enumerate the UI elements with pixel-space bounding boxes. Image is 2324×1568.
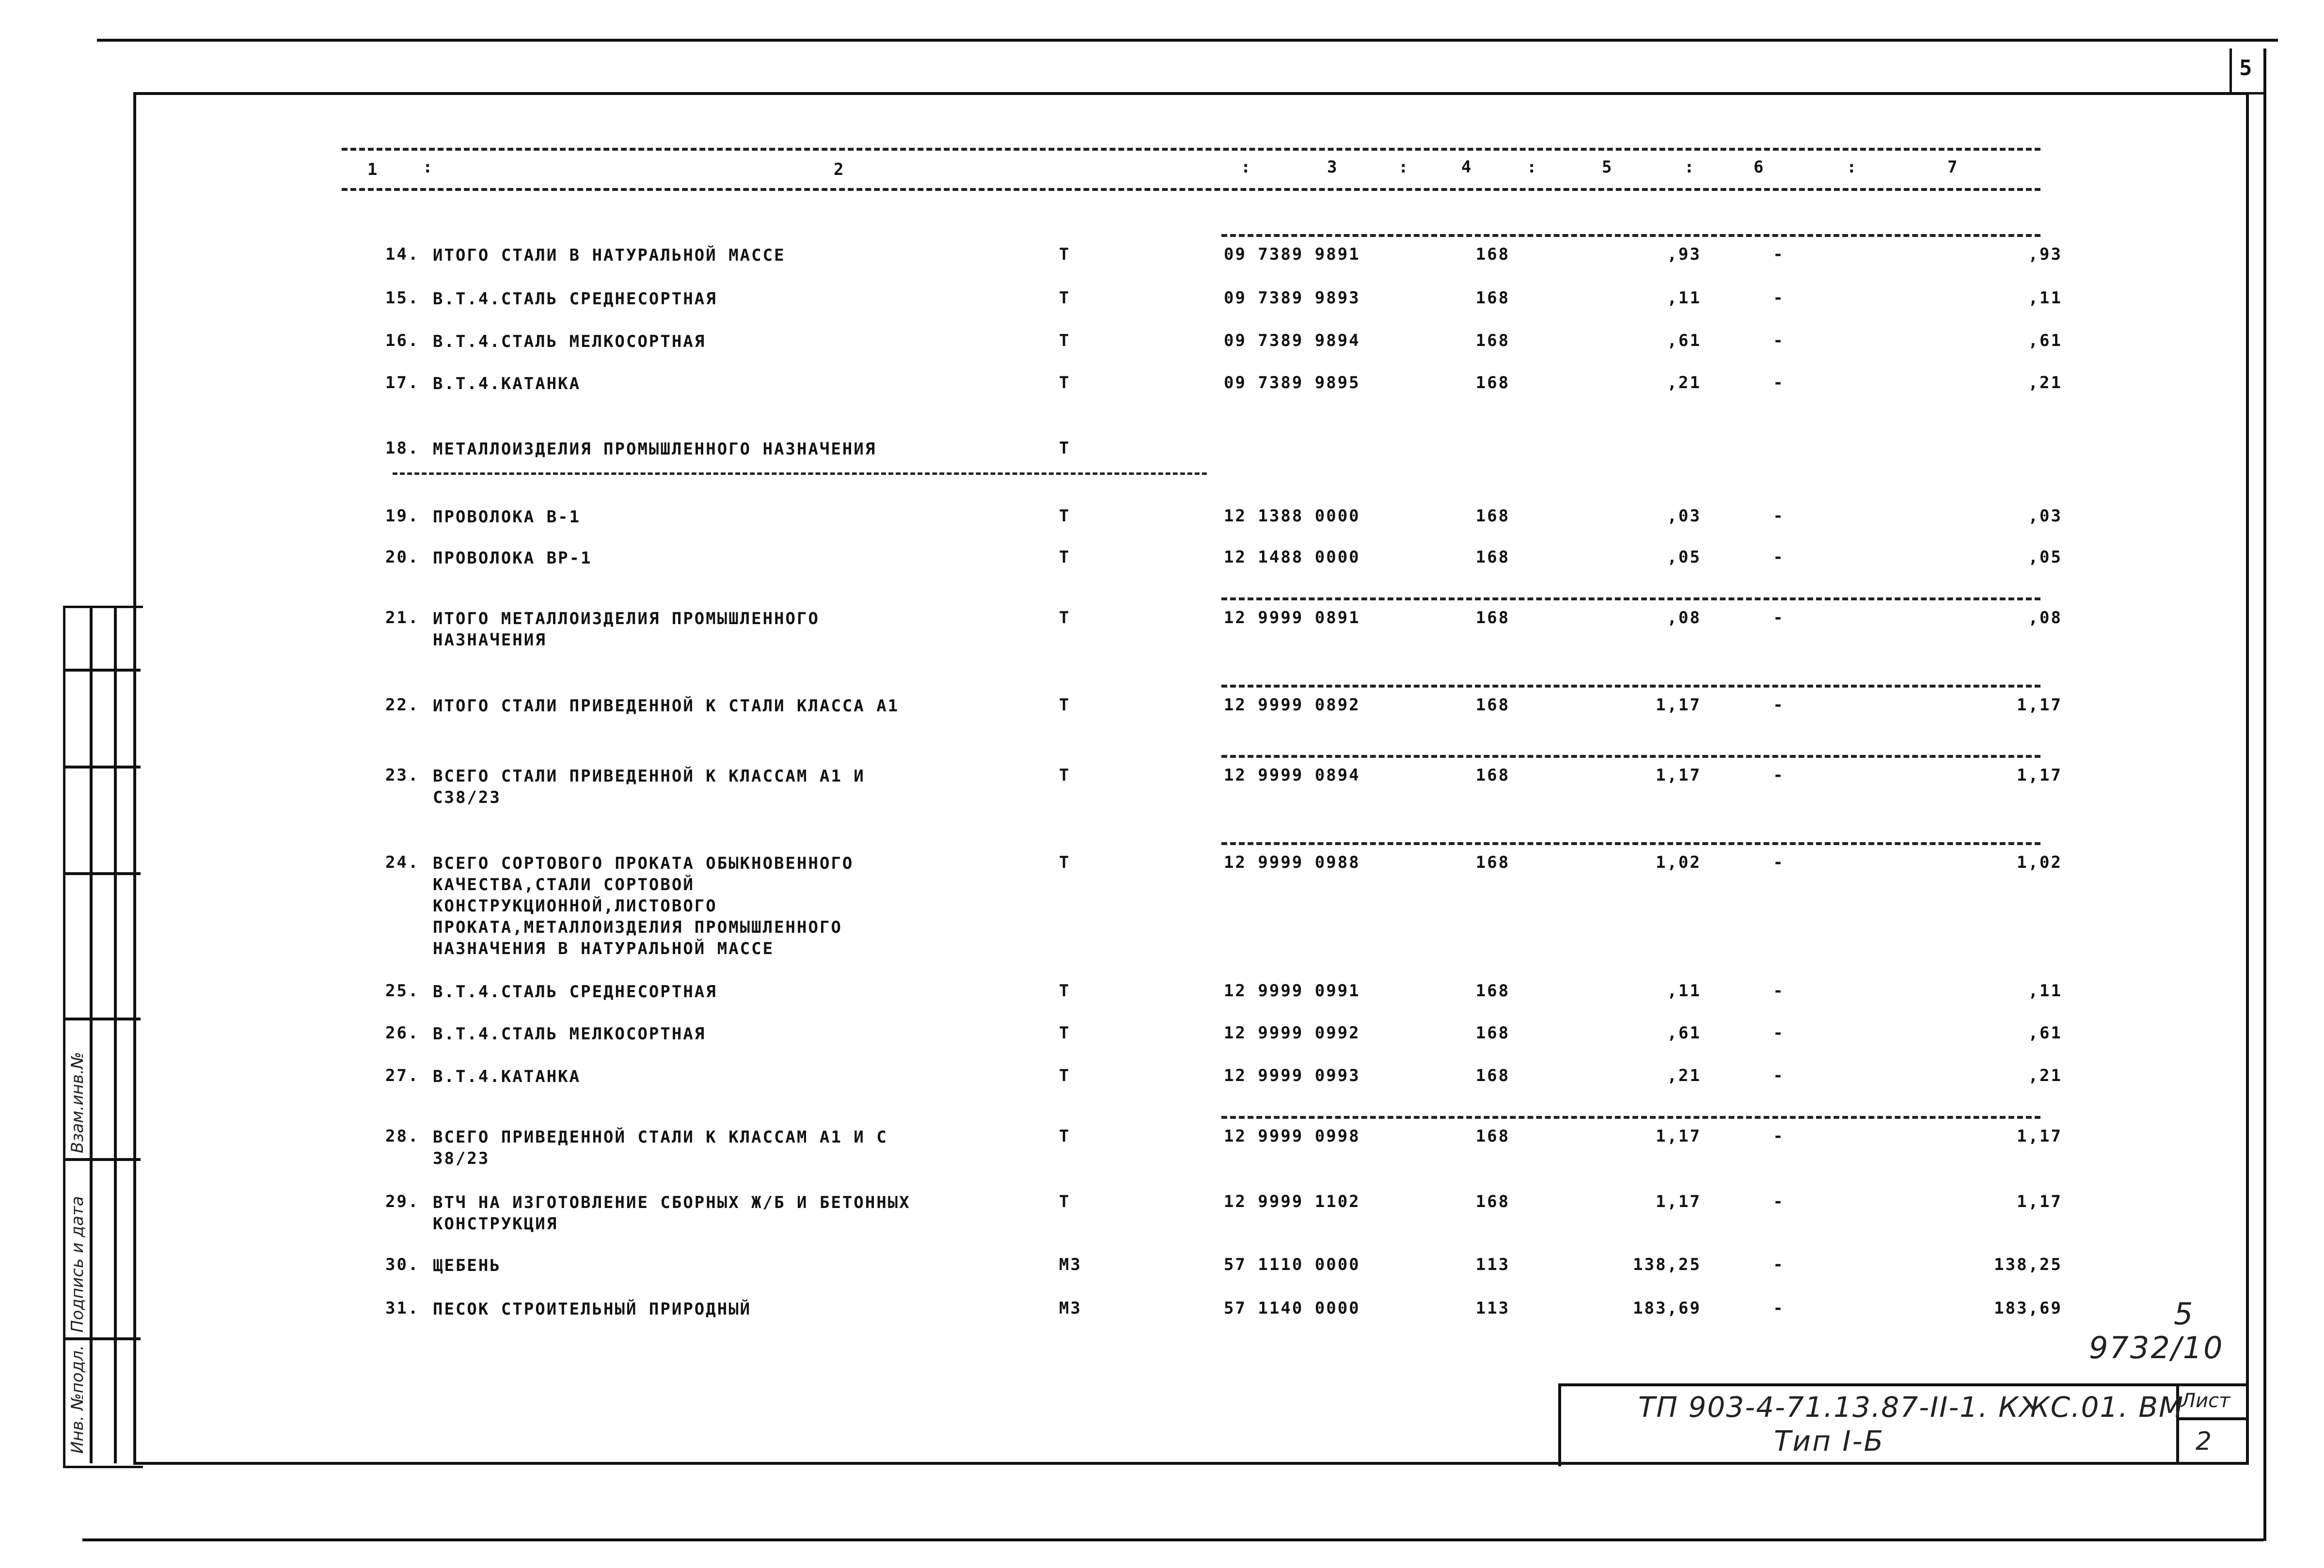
binding-row-line-5 bbox=[63, 1158, 141, 1161]
row-22-col-5: 1,17 bbox=[1656, 695, 1701, 715]
row-30-name: ЩЕБЕНЬ bbox=[433, 1256, 501, 1275]
document-type: Тип I-Б bbox=[1774, 1425, 1885, 1458]
col-header-2: 2 bbox=[834, 160, 845, 179]
row-17-name: В.Т.4.КАТАНКА bbox=[433, 374, 581, 393]
side-label-inv-podl: Инв. №подл. bbox=[68, 1345, 87, 1454]
row-15-col-5: ,11 bbox=[1667, 288, 1701, 308]
row-17-col-6: - bbox=[1773, 373, 1785, 392]
row-21-code: 12 9999 0891 bbox=[1224, 608, 1360, 627]
row-separator-dash bbox=[1221, 685, 2040, 688]
header-bottom-dash bbox=[342, 188, 2040, 191]
row-19-col-4: 168 bbox=[1475, 506, 1510, 526]
row-29-name: ВТЧ НА ИЗГОТОВЛЕНИЕ СБОРНЫХ Ж/Б И БЕТОННЫХ КОНСТРУКЦИЯ bbox=[433, 1193, 911, 1234]
row-20-name: ПРОВОЛОКА ВР-1 bbox=[433, 549, 592, 568]
row-24-name: ВСЕГО СОРТОВОГО ПРОКАТА ОБЫКНОВЕННОГО КАЧЕСТВА,СТАЛИ СОРТОВОЙ КОНСТРУКЦИОННОЙ,ЛИСТОВОГО ПРОКАТА,МЕТАЛЛОИЗДЕЛИЯ ПРОМЫШЛЕННОГО НАЗНАЧЕНИЯ В НАТУРАЛЬНОЙ МАССЕ bbox=[433, 854, 854, 958]
row-26-code: 12 9999 0992 bbox=[1224, 1023, 1360, 1043]
row-16-col-6: - bbox=[1773, 331, 1785, 350]
row-14-name: ИТОГО СТАЛИ В НАТУРАЛЬНОЙ МАССЕ bbox=[433, 246, 786, 265]
row-30-col-4: 113 bbox=[1475, 1255, 1510, 1274]
col-sep-5: : bbox=[1684, 157, 1696, 177]
sheet-number: 2 bbox=[2196, 1427, 2213, 1456]
row-27-col-7: ,21 bbox=[2028, 1066, 2062, 1085]
handwritten-number: 5 bbox=[2174, 1296, 2195, 1332]
frame-right-line bbox=[2246, 92, 2249, 1463]
row-24-col-7: 1,02 bbox=[2017, 853, 2062, 872]
col-header-3: 3 bbox=[1327, 157, 1339, 177]
row-16-name: В.Т.4.СТАЛЬ МЕЛКОСОРТНАЯ bbox=[433, 332, 706, 351]
col-header-7: 7 bbox=[1947, 157, 1959, 177]
row-30-col-7: 138,25 bbox=[1994, 1255, 2062, 1274]
row-29-col-4: 168 bbox=[1475, 1192, 1510, 1211]
row-19-code: 12 1388 0000 bbox=[1224, 506, 1360, 526]
sheet-box-divider bbox=[2176, 1417, 2246, 1420]
row-17-unit: Т bbox=[1059, 373, 1071, 392]
row-16-code: 09 7389 9894 bbox=[1224, 331, 1360, 350]
binding-strip-divider-1 bbox=[90, 606, 93, 1463]
row-16-col-4: 168 bbox=[1475, 331, 1510, 350]
row-23-col-7: 1,17 bbox=[2017, 766, 2062, 785]
row-25-col-6: - bbox=[1773, 981, 1785, 1001]
row-22-number: 22. bbox=[385, 695, 420, 715]
row-21-col-5: ,08 bbox=[1667, 608, 1701, 627]
col-header-4: 4 bbox=[1461, 157, 1473, 177]
row-28-code: 12 9999 0998 bbox=[1224, 1127, 1360, 1146]
col-sep-1: : bbox=[423, 157, 434, 177]
row-17-code: 09 7389 9895 bbox=[1224, 373, 1360, 392]
row-25-col-4: 168 bbox=[1475, 981, 1510, 1001]
row-19-col-5: ,03 bbox=[1667, 506, 1701, 526]
row-18-unit: Т bbox=[1059, 439, 1071, 458]
row-28-unit: Т bbox=[1059, 1127, 1071, 1146]
col-header-5: 5 bbox=[1602, 157, 1613, 177]
row-23-col-6: - bbox=[1773, 766, 1785, 785]
row-20-col-5: ,05 bbox=[1667, 548, 1701, 567]
row-15-unit: Т bbox=[1059, 288, 1071, 308]
row-26-col-6: - bbox=[1773, 1023, 1785, 1043]
row-31-name: ПЕСОК СТРОИТЕЛЬНЫЙ ПРИРОДНЫЙ bbox=[433, 1300, 752, 1319]
row-28-col-6: - bbox=[1773, 1127, 1785, 1146]
row-27-unit: Т bbox=[1059, 1066, 1071, 1085]
row-separator-dash bbox=[1221, 597, 2040, 600]
row-20-code: 12 1488 0000 bbox=[1224, 548, 1360, 567]
section-underline-dash bbox=[393, 472, 1207, 475]
row-16-number: 16. bbox=[385, 331, 420, 350]
row-19-number: 19. bbox=[385, 506, 420, 526]
row-30-col-6: - bbox=[1773, 1255, 1785, 1274]
row-23-col-4: 168 bbox=[1475, 766, 1510, 785]
row-30-code: 57 1110 0000 bbox=[1224, 1255, 1360, 1274]
handwritten-index: 9732/10 bbox=[2089, 1330, 2224, 1365]
row-14-unit: Т bbox=[1059, 245, 1071, 264]
frame-top-line bbox=[133, 92, 2249, 95]
row-27-number: 27. bbox=[385, 1066, 420, 1085]
row-29-col-6: - bbox=[1773, 1192, 1785, 1211]
row-22-col-6: - bbox=[1773, 695, 1785, 715]
row-17-col-4: 168 bbox=[1475, 373, 1510, 392]
col-sep-2: : bbox=[1241, 157, 1252, 177]
row-22-name: ИТОГО СТАЛИ ПРИВЕДЕННОЙ К СТАЛИ КЛАССА А1 bbox=[433, 696, 900, 716]
row-23-number: 23. bbox=[385, 766, 420, 785]
row-25-col-5: ,11 bbox=[1667, 981, 1701, 1001]
page-number: 5 bbox=[2239, 56, 2254, 80]
row-31-unit: М3 bbox=[1059, 1299, 1082, 1318]
row-19-unit: Т bbox=[1059, 506, 1071, 526]
binding-row-line-3 bbox=[63, 872, 141, 875]
row-19-name: ПРОВОЛОКА В-1 bbox=[433, 507, 581, 527]
row-15-col-7: ,11 bbox=[2028, 288, 2062, 308]
row-28-col-4: 168 bbox=[1475, 1127, 1510, 1146]
row-15-name: В.Т.4.СТАЛЬ СРЕДНЕСОРТНАЯ bbox=[433, 289, 717, 309]
row-26-col-4: 168 bbox=[1475, 1023, 1510, 1043]
row-15-code: 09 7389 9893 bbox=[1224, 288, 1360, 308]
row-21-col-6: - bbox=[1773, 608, 1785, 627]
row-25-number: 25. bbox=[385, 981, 420, 1001]
row-24-number: 24. bbox=[385, 853, 420, 872]
row-14-col-4: 168 bbox=[1475, 245, 1510, 264]
row-26-number: 26. bbox=[385, 1023, 420, 1043]
binding-row-line-1 bbox=[63, 669, 141, 672]
row-30-col-5: 138,25 bbox=[1633, 1255, 1701, 1274]
row-21-number: 21. bbox=[385, 608, 420, 627]
row-27-code: 12 9999 0993 bbox=[1224, 1066, 1360, 1085]
row-25-code: 12 9999 0991 bbox=[1224, 981, 1360, 1001]
row-21-name: ИТОГО МЕТАЛЛОИЗДЕЛИЯ ПРОМЫШЛЕННОГО НАЗНАЧЕНИЯ bbox=[433, 609, 820, 650]
row-26-col-5: ,61 bbox=[1667, 1023, 1701, 1043]
row-29-col-5: 1,17 bbox=[1656, 1192, 1701, 1211]
row-15-col-4: 168 bbox=[1475, 288, 1510, 308]
row-29-code: 12 9999 1102 bbox=[1224, 1192, 1360, 1211]
row-24-code: 12 9999 0988 bbox=[1224, 853, 1360, 872]
row-20-number: 20. bbox=[385, 548, 420, 567]
row-22-col-7: 1,17 bbox=[2017, 695, 2062, 715]
row-29-unit: Т bbox=[1059, 1192, 1071, 1211]
top-border-line bbox=[97, 39, 2278, 42]
row-28-col-5: 1,17 bbox=[1656, 1127, 1701, 1146]
row-25-name: В.Т.4.СТАЛЬ СРЕДНЕСОРТНАЯ bbox=[433, 982, 717, 1002]
row-27-col-6: - bbox=[1773, 1066, 1785, 1085]
row-19-col-7: ,03 bbox=[2028, 506, 2062, 526]
col-sep-6: : bbox=[1847, 157, 1858, 177]
row-14-number: 14. bbox=[385, 245, 420, 264]
row-17-col-5: ,21 bbox=[1667, 373, 1701, 392]
row-27-col-5: ,21 bbox=[1667, 1066, 1701, 1085]
binding-strip-divider-2 bbox=[114, 606, 117, 1463]
side-label-vzam: Взам.инв.№ bbox=[68, 1051, 87, 1153]
row-16-unit: Т bbox=[1059, 331, 1071, 350]
row-15-col-6: - bbox=[1773, 288, 1785, 308]
row-26-unit: Т bbox=[1059, 1023, 1071, 1043]
row-30-number: 30. bbox=[385, 1255, 420, 1274]
col-header-6: 6 bbox=[1754, 157, 1765, 177]
row-18-number: 18. bbox=[385, 439, 420, 458]
row-18-name: МЕТАЛЛОИЗДЕЛИЯ ПРОМЫШЛЕННОГО НАЗНАЧЕНИЯ bbox=[433, 439, 877, 459]
row-20-col-6: - bbox=[1773, 548, 1785, 567]
row-24-col-6: - bbox=[1773, 853, 1785, 872]
bottom-border-line bbox=[82, 1538, 2263, 1541]
row-17-number: 17. bbox=[385, 373, 420, 392]
col-header-1: 1 bbox=[367, 160, 379, 179]
row-17-col-7: ,21 bbox=[2028, 373, 2062, 392]
row-26-col-7: ,61 bbox=[2028, 1023, 2062, 1043]
row-25-col-7: ,11 bbox=[2028, 981, 2062, 1001]
row-22-unit: Т bbox=[1059, 695, 1071, 715]
row-24-unit: Т bbox=[1059, 853, 1071, 872]
row-separator-dash bbox=[1221, 1116, 2040, 1119]
row-14-col-5: ,93 bbox=[1667, 245, 1701, 264]
binding-row-line-4 bbox=[63, 1018, 141, 1020]
row-14-col-7: ,93 bbox=[2028, 245, 2062, 264]
row-31-col-7: 183,69 bbox=[1994, 1299, 2062, 1318]
row-20-unit: Т bbox=[1059, 548, 1071, 567]
row-31-col-5: 183,69 bbox=[1633, 1299, 1701, 1318]
row-29-col-7: 1,17 bbox=[2017, 1192, 2062, 1211]
row-14-col-6: - bbox=[1773, 245, 1785, 264]
row-27-name: В.Т.4.КАТАНКА bbox=[433, 1067, 581, 1086]
binding-row-line-6 bbox=[63, 1337, 141, 1340]
row-26-name: В.Т.4.СТАЛЬ МЕЛКОСОРТНАЯ bbox=[433, 1024, 706, 1044]
col-sep-3: : bbox=[1398, 157, 1410, 177]
row-19-col-6: - bbox=[1773, 506, 1785, 526]
row-28-number: 28. bbox=[385, 1127, 420, 1146]
row-31-col-6: - bbox=[1773, 1299, 1785, 1318]
row-14-code: 09 7389 9891 bbox=[1224, 245, 1360, 264]
header-top-dash bbox=[342, 148, 2040, 151]
sheet-label: Лист bbox=[2181, 1390, 2230, 1412]
row-22-code: 12 9999 0892 bbox=[1224, 695, 1360, 715]
row-23-code: 12 9999 0894 bbox=[1224, 766, 1360, 785]
row-22-col-4: 168 bbox=[1475, 695, 1510, 715]
row-21-col-4: 168 bbox=[1475, 608, 1510, 627]
row-separator-dash bbox=[1221, 842, 2040, 845]
row-31-number: 31. bbox=[385, 1299, 420, 1318]
side-label-podpis: Подпись и дата bbox=[68, 1196, 87, 1333]
row-23-col-5: 1,17 bbox=[1656, 766, 1701, 785]
row-27-col-4: 168 bbox=[1475, 1066, 1510, 1085]
row-31-code: 57 1140 0000 bbox=[1224, 1299, 1360, 1318]
outer-right-line bbox=[2263, 48, 2266, 1541]
col-sep-4: : bbox=[1527, 157, 1538, 177]
row-23-name: ВСЕГО СТАЛИ ПРИВЕДЕННОЙ К КЛАССАМ А1 И С38/23 bbox=[433, 767, 865, 807]
row-20-col-7: ,05 bbox=[2028, 548, 2062, 567]
row-28-name: ВСЕГО ПРИВЕДЕННОЙ СТАЛИ К КЛАССАМ А1 И С 38/23 bbox=[433, 1128, 888, 1168]
row-20-col-4: 168 bbox=[1475, 548, 1510, 567]
row-15-number: 15. bbox=[385, 288, 420, 308]
row-23-unit: Т bbox=[1059, 766, 1071, 785]
row-31-col-4: 113 bbox=[1475, 1299, 1510, 1318]
row-16-col-7: ,61 bbox=[2028, 331, 2062, 350]
row-21-unit: Т bbox=[1059, 608, 1071, 627]
row-21-col-7: ,08 bbox=[2028, 608, 2062, 627]
document-designation: ТП 903-4-71.13.87-II-1. КЖС.01. ВМ bbox=[1638, 1391, 2184, 1424]
row-separator-dash bbox=[1221, 234, 2040, 237]
row-separator-dash bbox=[1221, 755, 2040, 758]
binding-row-line-2 bbox=[63, 766, 141, 768]
row-29-number: 29. bbox=[385, 1192, 420, 1211]
row-16-col-5: ,61 bbox=[1667, 331, 1701, 350]
row-30-unit: М3 bbox=[1059, 1255, 1082, 1274]
row-24-col-4: 168 bbox=[1475, 853, 1510, 872]
row-25-unit: Т bbox=[1059, 981, 1071, 1001]
row-28-col-7: 1,17 bbox=[2017, 1127, 2062, 1146]
row-24-col-5: 1,02 bbox=[1656, 853, 1701, 872]
